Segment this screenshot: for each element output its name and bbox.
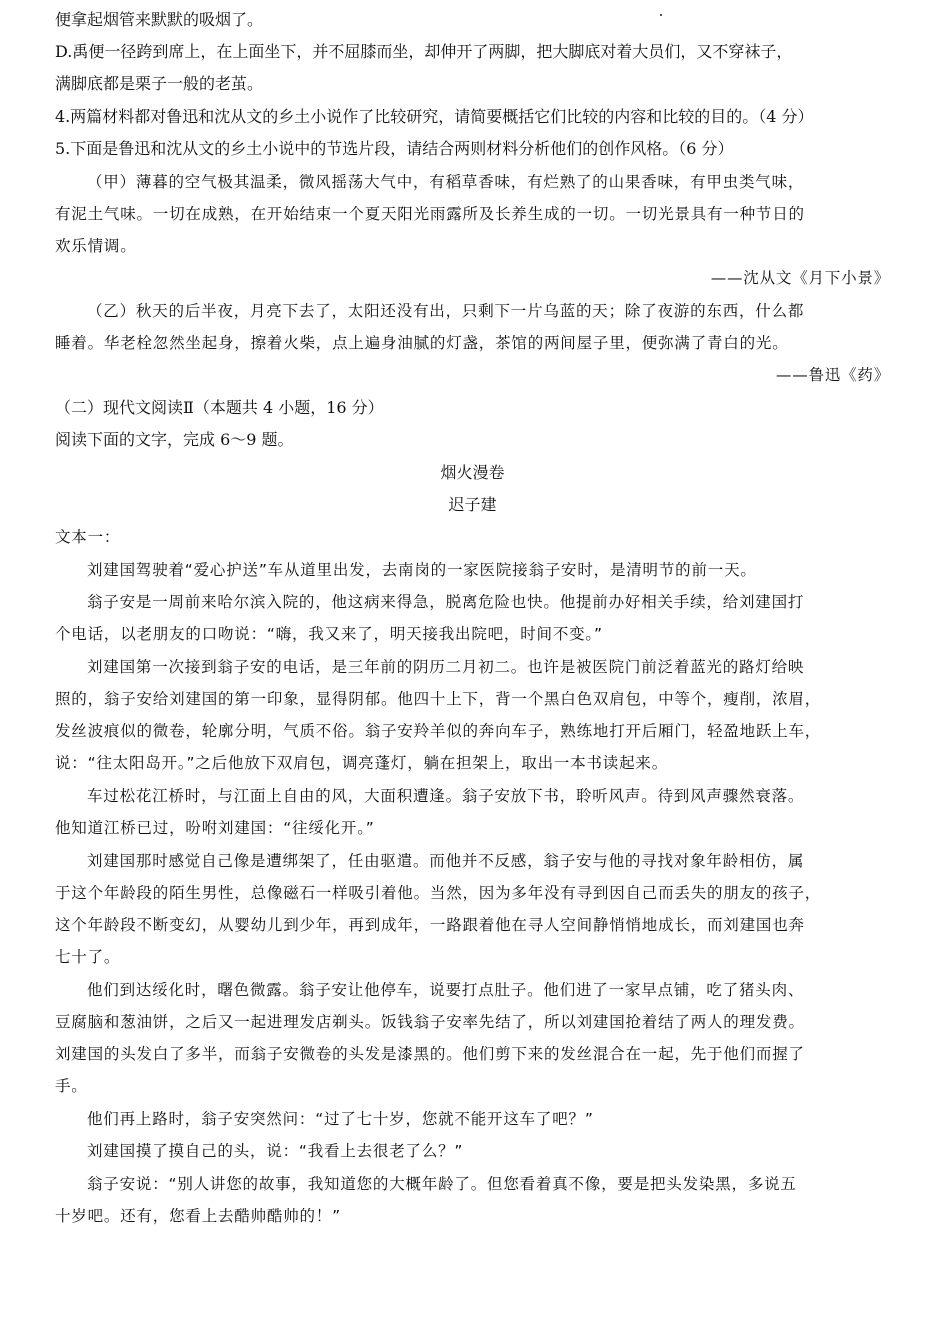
paragraph-line: 刘建国驾驶着“爱心护送”车从道里出发，去南岗的一家医院接翁子安时，是清明节的前一天。: [87, 561, 757, 579]
question-4: 4.两篇材料都对鲁迅和沈从文的乡土小说作了比较研究，请简要概括它们比较的内容和比较的目的。（4 分）: [55, 107, 814, 126]
paragraph-line: 刘建国摸了摸自己的头，说：“我看上去很老了么？”: [87, 1142, 464, 1160]
excerpt-jia-line: 欢乐情调。: [55, 237, 137, 255]
paragraph-line: 照的，翁子安给刘建国的第一印象，显得阴郁。他四十上下，背一个黑白色双肩包，中等个，瘦削，浓眉，: [55, 690, 822, 708]
paragraph-line: 刘建国那时感觉自己像是遭绑架了，任由驱遣。而他并不反感，翁子安与他的寻找对象年龄相仿，属: [87, 852, 805, 870]
paragraph-line: 于这个年龄段的陌生男性，总像磁石一样吸引着他。当然，因为多年没有寻到因自己而丢失的朋友的孩子，: [55, 884, 822, 902]
paragraph-line: 这个年龄段不断变幻，从婴幼儿到少年，再到成年，一路跟着他在寻人空间静悄悄地成长，而刘建国也奔: [55, 916, 805, 934]
paragraph-line: 翁子安是一周前来哈尔滨入院的，他这病来得急，脱离危险也快。他提前办好相关手续，给刘建国打: [87, 593, 805, 611]
paragraph-line: 说：“往太阳岛开。”之后他放下双肩包，调亮蓬灯，躺在担架上，取出一本书读起来。: [55, 754, 669, 772]
text-line: 便拿起烟管来默默的吸烟了。: [55, 10, 264, 29]
excerpt-yi-line: 睡着。华老栓忽然坐起身，擦着火柴，点上遍身油腻的灯盏，茶馆的两间屋子里，便弥满了青白的光。: [55, 334, 789, 352]
excerpt-jia-line: （甲）薄暮的空气极其温柔，微风摇荡大气中，有稻草香味，有烂熟了的山果香味，有甲虫类气味，: [87, 173, 805, 191]
excerpt-yi-source: ——鲁迅《药》: [775, 366, 890, 384]
paragraph-line: 刘建国的头发白了多半，而翁子安微卷的头发是漆黑的。他们剪下来的发丝混合在一起，先于他们而握了: [55, 1045, 805, 1063]
section-heading: （二）现代文阅读Ⅱ（本题共 4 小题，16 分）: [55, 398, 384, 417]
paragraph-line: 发丝波痕似的微卷，轮廓分明，气质不俗。翁子安羚羊似的奔向车子，熟练地打开后厢门，轻盈地跃上车，: [55, 722, 822, 740]
paragraph-line: 十岁吧。还有，您看上去酷帅酷帅的！”: [55, 1207, 341, 1225]
passage-author: 迟子建: [448, 495, 497, 514]
passage-title: 烟火漫卷: [440, 463, 505, 482]
paragraph-line: 他知道江桥已过，吩咐刘建国：“往绥化开。”: [55, 819, 375, 837]
paragraph-line: 手。: [55, 1077, 88, 1095]
paragraph-line: 车过松花江桥时，与江面上自由的风，大面积遭逢。翁子安放下书，聆听风声。待到风声骤然衰落。: [87, 787, 805, 805]
paragraph-line: 七十了。: [55, 948, 121, 966]
paragraph-line: 他们再上路时，翁子安突然问：“过了七十岁，您就不能开这车了吧？”: [87, 1110, 594, 1128]
text-line: 满脚底都是栗子一般的老茧。: [55, 74, 264, 93]
paragraph-line: 他们到达绥化时，曙色微露。翁子安让他停车，说要打点肚子。他们进了一家早点铺，吃了猪头肉、: [87, 981, 805, 999]
paragraph-line: 豆腐脑和葱油饼，之后又一起进理发店剃头。饭钱翁子安率先结了，所以刘建国抢着结了两人的理发费。: [55, 1013, 805, 1031]
excerpt-jia-line: 有泥土气味。一切在成熟，在开始结束一个夏天阳光雨露所及长养生成的一切。一切光景具有一种节日的: [55, 205, 805, 223]
reading-instruction: 阅读下面的文字，完成 6～9 题。: [55, 430, 294, 449]
paragraph-line: 刘建国第一次接到翁子安的电话，是三年前的阴历二月初二。也许是被医院门前泛着蓝光的路灯给映: [87, 658, 805, 676]
paragraph-line: 翁子安说：“别人讲您的故事，我知道您的大概年龄了。但您看着真不像，要是把头发染黑，多说五: [87, 1175, 797, 1193]
text-one-label: 文本一：: [55, 528, 121, 546]
option-d-line: D.禹便一径跨到席上，在上面坐下，并不屈膝而坐，却伸开了两脚，把大脚底对着大员们，又不穿袜子，: [55, 42, 793, 61]
excerpt-yi-line: （乙）秋天的后半夜，月亮下去了，太阳还没有出，只剩下一片乌蓝的天；除了夜游的东西，什么都: [87, 302, 805, 320]
paragraph-line: 个电话，以老朋友的口吻说：“嗨，我又来了，明天接我出院吧，时间不变。”: [55, 625, 603, 643]
excerpt-jia-source: ——沈从文《月下小景》: [710, 269, 890, 287]
question-5: 5.下面是鲁迅和沈从文的乡土小说中的节选片段，请结合两则材料分析他们的创作风格。（6 分）: [55, 139, 734, 158]
